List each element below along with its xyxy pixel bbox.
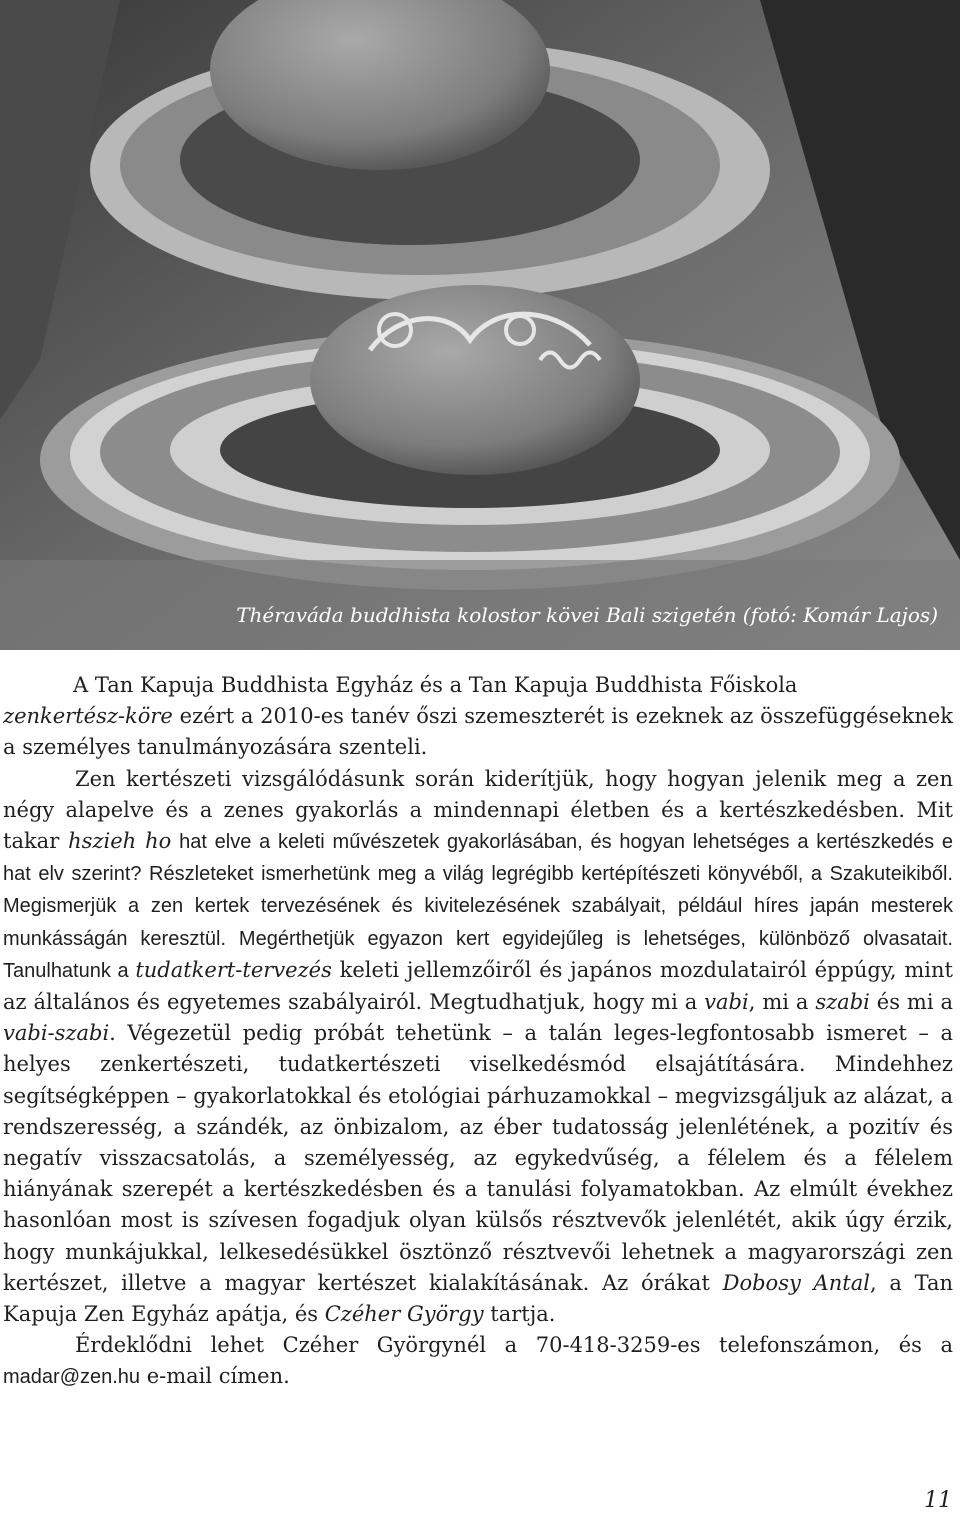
term-szabi: szabi	[815, 990, 870, 1015]
photo-illustration	[0, 0, 960, 650]
intro-emphasis: zenkertész-köre	[3, 704, 173, 729]
intro-rest: ezért a 2010-es tanév őszi szemeszterét is ezeknek az összefüggéseknek a személyes tanulmányozására szenteli.	[3, 704, 953, 760]
main-text-b: hat elve a keleti művészetek gyakorlásában, és hogyan lehetséges a kertészkedés e hat elv szerint? Részleteket ismerhetünk meg a világ legrégibb kertépítészeti könyvéből, a Szakuteikiből. Megismerjük a zen kertek tervezésének és kivitelezésének szabályait, például híres japán mesterek munkásságán keresztül. Megérthetjük egyazon kert egyidejűleg is lehetséges, különböző olvasatait. Tanulhatunk a	[3, 831, 953, 982]
main-text-h: tartja.	[483, 1302, 556, 1327]
stones-photo	[0, 0, 960, 650]
page-number: 11	[924, 1488, 952, 1513]
paragraph-main	[3, 764, 953, 1331]
term-tudatkert: tudatkert-tervezés	[135, 957, 332, 982]
term-hszieh-ho: hszieh ho	[68, 829, 172, 854]
photo-caption: Théraváda buddhista kolostor kövei Bali szigetén (fotó: Komár Lajos)	[236, 603, 938, 627]
name-dobosy-antal: Dobosy Antal	[722, 1270, 870, 1295]
main-text-e: és mi a	[869, 990, 953, 1015]
main-text-d: , mi a	[748, 990, 816, 1015]
contact-text: Érdeklődni lehet Czéher Györgynél a 70-418-3259-es telefonszámon, és a	[75, 1333, 953, 1358]
term-vabi-szabi: vabi-szabi	[3, 1021, 110, 1046]
name-czeher-gyorgy: Czéher György	[324, 1302, 484, 1327]
contact-text-end: e-mail címen.	[140, 1364, 290, 1389]
paragraph-contact	[3, 1330, 953, 1393]
main-text-f: . Végezetül pedig próbát tehetünk – a talán leges-legfontosabb ismeret – a helyes zenkertészeti, tudatkertészeti viselkedésmód elsajátítására. Mindehhez segítségképpen – gyakorlatokkal és etológiai párhuzamokkal – megvizsgáljuk az alázat, a rendszeresség, a szándék, az önbizalom, az éber tudatosság jelenlétének, a pozitív és negatív visszacsatolás, a személyesség, az egykedvűség, a félelem és a félelem hiányának szerepét a kertészkedésben és a tanulási folyamatokban. Az elmúlt évekhez hasonlóan most is szívesen fogadjuk olyan külsős résztvevők jelenlétét, akik úgy érzik, hogy munkájukkal, lelkesedésükkel ösztönző résztvevői lehetnek a magyarországi zen kertészet, illetve a magyar kertészet kialakításának. Az órákat	[3, 1021, 953, 1295]
main-text-c: keleti jellemzőiről és japános mozdulatairól éppúgy, mint az általános és egyetemes szabályairól. Megtudhatjuk, hogy mi a	[3, 957, 953, 1015]
main-text-a: Zen kertészeti vizsgálódásunk során kiderítjük, hogy hogyan jelenik meg a zen négy alapelve és a zenes gyakorlás a mindennapi életben és a kertészkedésben. Mit takar	[3, 766, 953, 854]
intro-lead: A Tan Kapuja Buddhista Egyház és a Tan Kapuja Buddhista Főiskola	[73, 673, 798, 697]
paragraph-intro	[3, 670, 953, 764]
term-vabi: vabi	[704, 990, 749, 1015]
contact-email[interactable]: madar@zen.hu	[3, 1366, 141, 1389]
main-text-g: , a Tan Kapuja Zen Egyház apátja, és	[3, 1270, 954, 1327]
article-body	[3, 670, 953, 1394]
